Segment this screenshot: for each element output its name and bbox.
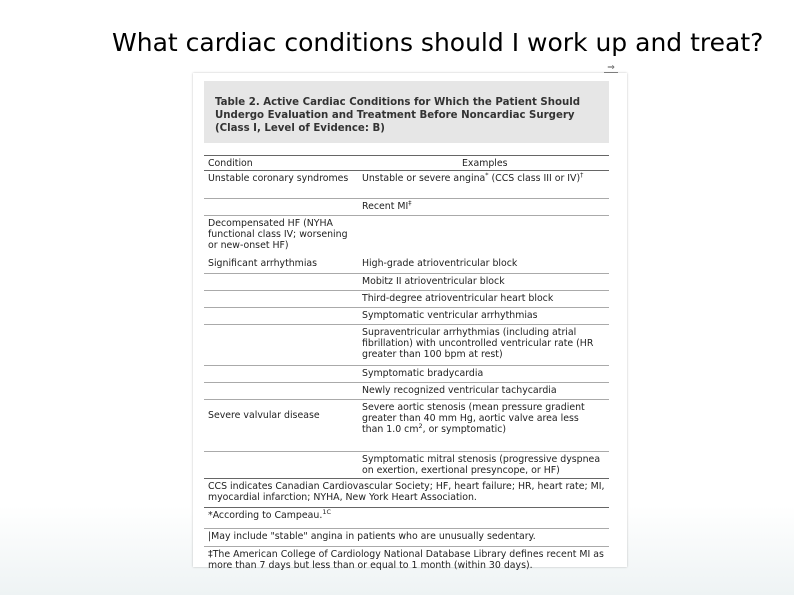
- arrow-icon: ⇒: [604, 62, 618, 73]
- header-condition: Condition: [208, 158, 253, 169]
- footnote-dagger: |May include "stable" angina in patients who are unusually sedentary.: [204, 529, 609, 547]
- example-cell: Newly recognized ventricular tachycardia: [362, 385, 557, 396]
- table-row: [204, 308, 609, 325]
- example-cell: Unstable or severe angina* (CCS class III or IV)†: [362, 170, 584, 184]
- footnote-abbreviations: CCS indicates Canadian Cardiovascular Society; HF, heart failure; HR, heart rate; MI, myocardial infarction; NYHA, New York Heart Association.: [204, 479, 609, 508]
- table-header: [204, 155, 609, 171]
- condition-cell: Unstable coronary syndromes: [208, 173, 349, 184]
- table-row: [204, 171, 609, 199]
- table-title: Table 2. Active Cardiac Conditions for Which the Patient Should Undergo Evaluation and Treatment Before Noncardiac Surgery (Class I, Level of Evidence: B): [204, 81, 609, 143]
- example-cell: Symptomatic ventricular arrhythmias: [362, 310, 538, 321]
- table-row: [204, 383, 609, 400]
- table-row: [204, 452, 609, 479]
- table-row: [204, 274, 609, 291]
- example-cell: Symptomatic bradycardia: [362, 368, 484, 379]
- example-cell: Symptomatic mitral stenosis (progressive dyspnea on exertion, exertional presyncope, or HF): [362, 454, 601, 476]
- table-row: [204, 216, 609, 256]
- example-cell: Third-degree atrioventricular heart block: [362, 293, 554, 304]
- condition-cell: Severe valvular disease: [208, 410, 320, 421]
- table-row: [204, 400, 609, 452]
- table-row: [204, 366, 609, 383]
- conditions-table: [204, 155, 609, 575]
- table-row: [204, 325, 609, 366]
- table-row: [204, 199, 609, 216]
- condition-cell: Decompensated HF (NYHA functional class IV; worsening or new-onset HF): [208, 218, 348, 251]
- condition-cell: Significant arrhythmias: [208, 258, 318, 269]
- header-examples: Examples: [462, 158, 508, 169]
- footnote-star: *According to Campeau.$^{1C}$: [204, 508, 609, 529]
- example-cell: Recent MI‡: [362, 198, 412, 212]
- table-row: [204, 256, 609, 274]
- example-cell: High-grade atrioventricular block: [362, 258, 518, 269]
- example-cell: Severe aortic stenosis (mean pressure gradient greater than 40 mm Hg, aortic valve area less than 1.0 $cm^2$, or symptomatic): [362, 402, 585, 435]
- example-cell: Mobitz II atrioventricular block: [362, 276, 505, 287]
- table-document: [193, 73, 627, 571]
- slide-title: What cardiac conditions should I work up and treat?: [112, 28, 764, 57]
- footnote-double-dagger: ‡The American College of Cardiology National Database Library defines recent MI as more than 7 days but less than or equal to 1 month (within 30 days).: [208, 549, 604, 571]
- example-cell: Supraventricular arrhythmias (including atrial fibrillation) with uncontrolled ventricular rate (HR greater than 100 bpm at rest): [362, 327, 594, 360]
- table-row: [204, 291, 609, 308]
